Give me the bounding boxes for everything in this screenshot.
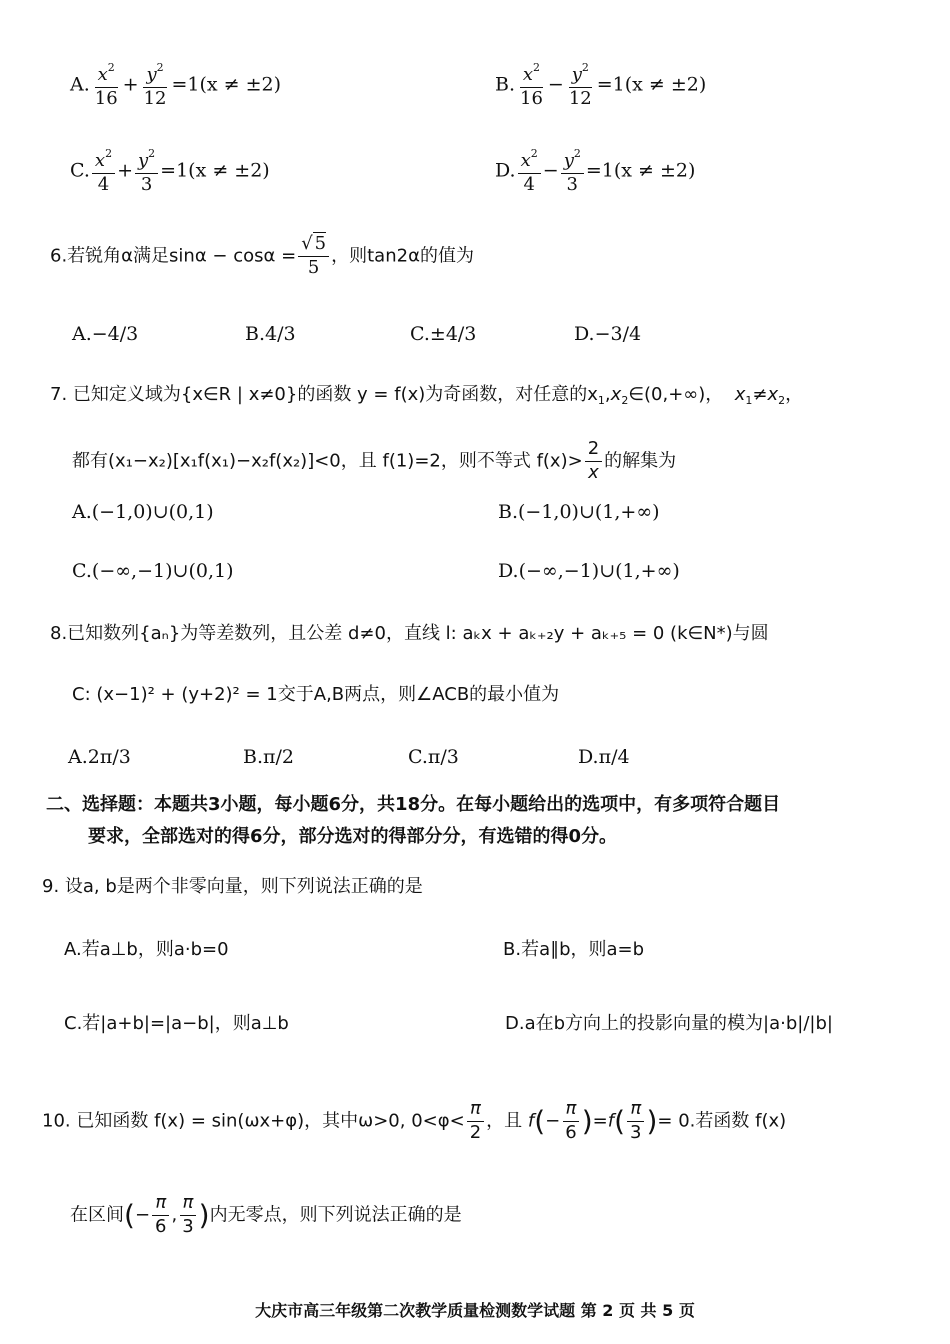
q8-option-d: D.π/4 (578, 746, 630, 768)
q6-option-c: C.±4/3 (410, 323, 477, 345)
q10-stem-line1: 10. 已知函数 f(x) = sin(ωx+φ)，其中ω>0, 0<φ< $\frac{\pi}{2}$ ，且 f(− $\frac{\pi}{6}$ )=f( $\frac{\pi}{3}$ )= 0.若函数 f(x) (42, 1098, 787, 1143)
q6-option-a: A.−4/3 (72, 323, 139, 345)
q7-option-c: C.(−∞,−1)∪(0,1) (72, 560, 234, 582)
q6-stem: 6.若锐角α满足sinα − cosα = $\frac{√ 5}{5}$ ，则tan2α的值为 (50, 233, 474, 278)
q5-option-c: C. $\frac{x^2}{4}$ + $\frac{y^2}{3}$ =1(x ≠ ±2) (70, 147, 270, 195)
q9-option-b: B.若a∥b，则a=b (503, 939, 645, 960)
q5-option-a: A. $\frac{x^2}{16}$ + $\frac{y^2}{12}$ =1(x ≠ ±2) (70, 61, 282, 109)
q8-stem-line2: C: (x−1)² + (y+2)² = 1交于A,B两点，则∠ACB的最小值为 (72, 684, 560, 705)
q7-stem-line2: 都有(x₁−x₂)[x₁f(x₁)−x₂f(x₂)]<0，且 f(1)=2，则不等式 f(x)> $\frac{2}{x}$ 的解集为 (72, 438, 677, 483)
q9-option-c: C.若|a+b|=|a−b|，则a⊥b (64, 1013, 289, 1034)
q6-option-b: B.4/3 (245, 323, 296, 345)
q8-option-c: C.π/3 (408, 746, 459, 768)
q7-option-d: D.(−∞,−1)∪(1,+∞) (498, 560, 680, 582)
q5-option-d: D. $\frac{x^2}{4}$ − $\frac{y^2}{3}$ =1(x ≠ ±2) (495, 147, 696, 195)
section2-heading-line2: 要求，全部选对的得6分，部分选对的得部分分，有选错的得0分。 (88, 826, 618, 847)
q10-stem-line2: 在区间(− $\frac{\pi}{6}$ , $\frac{\pi}{3}$ )内无零点，则下列说法正确的是 (70, 1192, 462, 1237)
q9-stem: 9. 设a, b是两个非零向量，则下列说法正确的是 (42, 876, 423, 897)
q7-option-b: B.(−1,0)∪(1,+∞) (498, 501, 660, 523)
q8-stem-line1: 8.已知数列{aₙ}为等差数列，且公差 d≠0，直线 l: aₖx + aₖ₊₂y + aₖ₊₅ = 0 (k∈N*)与圆 (50, 623, 769, 644)
section2-heading-line1: 二、选择题：本题共3小题，每小题6分，共18分。在每小题给出的选项中，有多项符合题目 (46, 794, 781, 815)
q8-option-b: B.π/2 (243, 746, 294, 768)
q7-option-a: A.(−1,0)∪(0,1) (72, 501, 214, 523)
q8-option-a: A.2π/3 (68, 746, 131, 768)
page-footer: 大庆市高三年级第二次教学质量检测数学试题 第 2 页 共 5 页 (255, 1301, 695, 1320)
q9-option-d: D.a在b方向上的投影向量的模为|a·b|/|b| (505, 1013, 833, 1034)
q6-option-d: D.−3/4 (574, 323, 642, 345)
q9-option-a: A.若a⊥b，则a·b=0 (64, 939, 229, 960)
q5-option-b: B. $\frac{x^2}{16}$ − $\frac{y^2}{12}$ =1(x ≠ ±2) (495, 61, 707, 109)
q7-stem-line1: 7. 已知定义域为{x∈R | x≠0}的函数 y = f(x)为奇函数，对任意的$x_1,x_2\in(0,+\infty)$， $x_1\ne x_2$， (50, 384, 804, 407)
